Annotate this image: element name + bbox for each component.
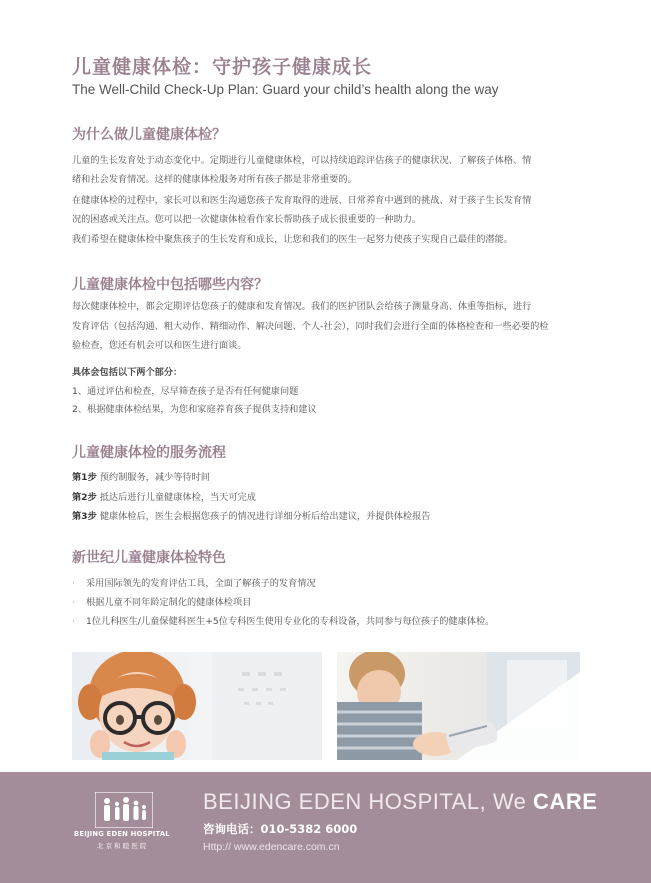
paragraph-line: 验检查，您还有机会可以和医生进行面谈。: [72, 340, 247, 351]
paragraph-line: 绪和社会发育情况。这样的健康体检服务对所有孩子都是非常重要的。: [72, 174, 357, 185]
photo-child-with-glasses: [72, 652, 322, 760]
paragraph-line: 在健康体检的过程中，家长可以和医生沟通您孩子发育取得的进展、日常养育中遇到的挑战、对于孩子生长发育情: [72, 195, 532, 206]
website-link[interactable]: Http:// www.edencare.com.cn: [203, 841, 340, 853]
page-title: 儿童健康体检：守护孩子健康成长: [72, 56, 373, 78]
process-step-3: [72, 508, 430, 522]
logo-chinese-text: 北 京 和 睦 医 院: [97, 842, 147, 850]
photo-child-vaccination: [337, 652, 580, 760]
bullet-icon: ·: [72, 597, 75, 608]
feature-item: [72, 613, 494, 627]
paragraph-line: 儿童的生长发育处于动态变化中。定期进行儿童健康体检，可以持续追踪评估孩子的健康状况、了解孩子体格、情: [72, 155, 532, 166]
step-text: 健康体检后，医生会根据您孩子的情况进行详细分析后给出建议，并提供体检报告: [99, 511, 431, 522]
step-text: 预约制服务，减少等待时间: [99, 472, 210, 483]
brand-tagline: [203, 789, 597, 815]
feature-item: [72, 594, 251, 608]
process-step-1: [72, 469, 210, 483]
paragraph-line: 我们希望在健康体检中聚焦孩子的生长发育和成长，让您和我们的医生一起努力使孩子实现自己最佳的潜能。: [72, 234, 513, 245]
step-text: 抵达后进行儿童健康体检，当天可完成: [99, 492, 256, 503]
page-subtitle: The Well-Child Check-Up Plan: Guard your child’s health along the way: [72, 82, 499, 97]
contents-item-1: 1、通过评估和检查，尽早筛查孩子是否有任何健康问题: [72, 386, 299, 397]
brand-main: BEIJING EDEN HOSPITAL, We: [203, 789, 534, 814]
contents-item-2: 2、根据健康体检结果，为您和家庭养育孩子提供支持和建议: [72, 404, 317, 415]
phone-number: 咨询电话：010-5382 6000: [203, 822, 358, 836]
paragraph-line: 发育评估（包括沟通、粗大动作、精细动作、解决问题、个人-社会），同时我们会进行全面的体格检查和一些必要的检: [72, 321, 549, 332]
bullet-icon: ·: [72, 616, 75, 627]
process-step-2: [72, 489, 256, 503]
feature-text: 采用国际领先的发育评估工具，全面了解孩子的发育情况: [86, 578, 316, 589]
step-label: 第3步: [72, 511, 97, 522]
step-label: 第2步: [72, 492, 97, 503]
step-label: 第1步: [72, 472, 97, 483]
section-heading-features: 新世纪儿童健康体检特色: [72, 550, 226, 566]
family-logo-icon: [95, 792, 153, 828]
section-heading-process: 儿童健康体检的服务流程: [72, 445, 226, 461]
feature-text: 1位儿科医生/儿童保健科医生+5位专科医生使用专业化的专科设备，共同参与每位孩子的健康体检。: [86, 616, 495, 627]
logo-text: BEIJING EDEN HOSPITAL: [74, 830, 170, 838]
paragraph-line: 每次健康体检中，都会定期评估您孩子的健康和发育情况。我们的医护团队会给孩子测量身高、体重等指标，进行: [72, 301, 532, 312]
feature-item: [72, 575, 316, 589]
paragraph-line: 况的困惑或关注点。您可以把一次健康体检看作家长帮助孩子成长很重要的一种助力。: [72, 214, 422, 225]
section-heading-why: 为什么做儿童健康体检？: [72, 127, 226, 143]
brand-care: CARE: [533, 789, 598, 814]
feature-text: 根据儿童不同年龄定制化的健康体检项目: [86, 597, 252, 608]
section-heading-contents: 儿童健康体检中包括哪些内容？: [72, 277, 268, 293]
contents-subheading: 具体会包括以下两个部分：: [72, 367, 183, 378]
bullet-icon: ·: [72, 578, 75, 589]
